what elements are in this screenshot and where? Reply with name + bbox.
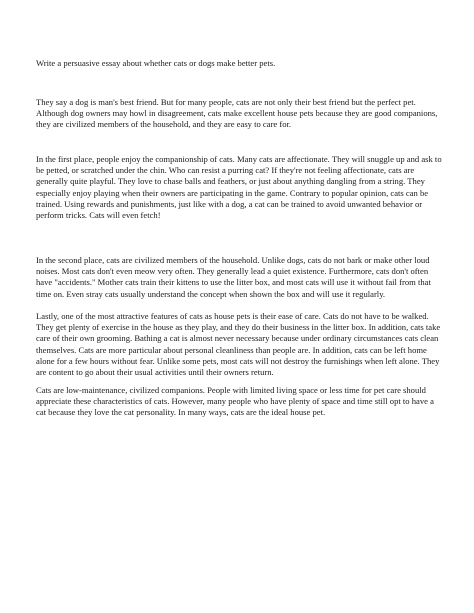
paragraph-civilized: In the second place, cats are civilized members of the household. Unlike dogs, cats do not bark or make other loud noises. Most cats don't even meow very often. They generally lead a quiet existence. Furthermore, cats don't often have "accidents." Mother cats train their kittens to use the litter box, and most cats will use it without fail from that time on. Even stray cats usually understand the concept when shown the box and will use it regularly. [36, 255, 431, 299]
paragraph-ease-of-care: Lastly, one of the most attractive features of cats as house pets is their ease of care. Cats do not have to be walked. They get plenty of exercise in the house as they play, and they do their business in the litter box. In addition, cats take care of their own grooming. Bathing a cat is almost never necessary because under ordinary circumstances cats clean themselves. Cats are more particular about personal cleanliness than people are. In addition, cats can be left home alone for a few hours without fear. Unlike some pets, most cats will not destroy the furnishings when left alone. They are content to go about their usual activities until their owners return. [36, 311, 441, 378]
essay-prompt: Write a persuasive essay about whether cats or dogs make better pets. [36, 58, 276, 68]
paragraph-companionship: In the first place, people enjoy the companionship of cats. Many cats are affectionate. They will snuggle up and ask to be petted, or scratched under the chin. Who can resist a purring cat? If they're not feeling affectionate, cats are generally quite playful. They love to chase balls and feathers, or just about anything dangling from a string. They especially enjoy playing when their owners are participating in the game. Contrary to popular opinion, cats can be trained. Using rewards and punishments, just like with a dog, a cat can be trained to avoid unwanted behavior or perform tricks. Cats will even fetch! [36, 154, 442, 221]
paragraph-introduction: They say a dog is man's best friend. But for many people, cats are not only their best friend but the perfect pet. Although dog owners may howl in disagreement, cats make excellent house pets because they are good companions, they are civilized members of the household, and they are easy to care for. [36, 97, 438, 130]
paragraph-conclusion: Cats are low-maintenance, civilized companions. People with limited living space or less time for pet care should appreciate these characteristics of cats. However, many people who have plenty of space and time still opt to have a cat because they love the cat personality. In many ways, cats are the ideal house pet. [36, 385, 434, 418]
